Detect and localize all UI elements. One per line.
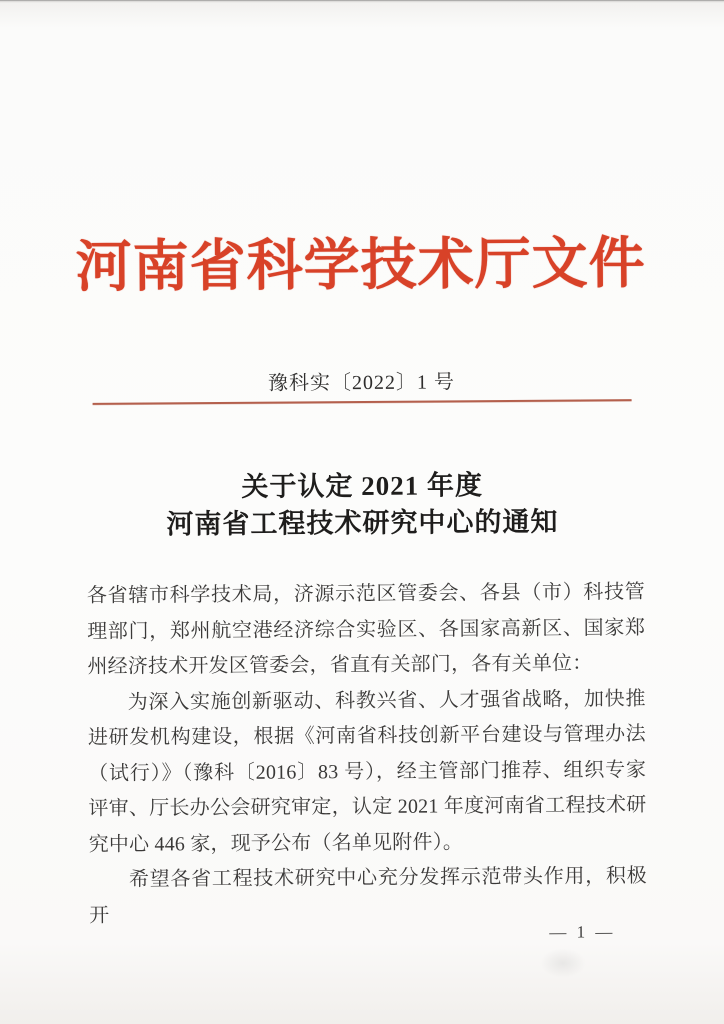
notice-title-line2: 河南省工程技术研究中心的通知 xyxy=(166,506,559,540)
document-number: 豫科实〔2022〕1 号 xyxy=(267,371,456,395)
notice-title xyxy=(0,465,724,544)
red-divider-line xyxy=(93,399,632,405)
document-body xyxy=(87,575,647,934)
agency-header-title: 河南省科学技术厅文件 xyxy=(75,233,646,299)
body-paragraph-hope: 希望各省工程技术研究中心充分发挥示范带头作用，积极开 xyxy=(89,865,647,927)
body-paragraph-decision: 为深入实施创新驱动、科教兴省、人才强省战略，加快推进研发机构建设，根据《河南省科技创新平台建设与管理办法（试行）》（豫科〔2016〕83 号），经主管部门推荐、组织专家评审、厅长办公会研究审定，认定 2021 年度河南省工程技术研究中心 446 家，现予公布（名单见附件）。 xyxy=(87,687,647,856)
page-number: — 1 — xyxy=(549,922,616,942)
recipients-paragraph: 各省辖市科学技术局，济源示范区管委会、各县（市）科技管理部门，郑州航空港经济综合实验区、各国家高新区、国家郑州经济技术开发区管委会，省直有关部门，各有关单位： xyxy=(86,581,646,678)
notice-title-line1: 关于认定 2021 年度 xyxy=(241,470,484,502)
